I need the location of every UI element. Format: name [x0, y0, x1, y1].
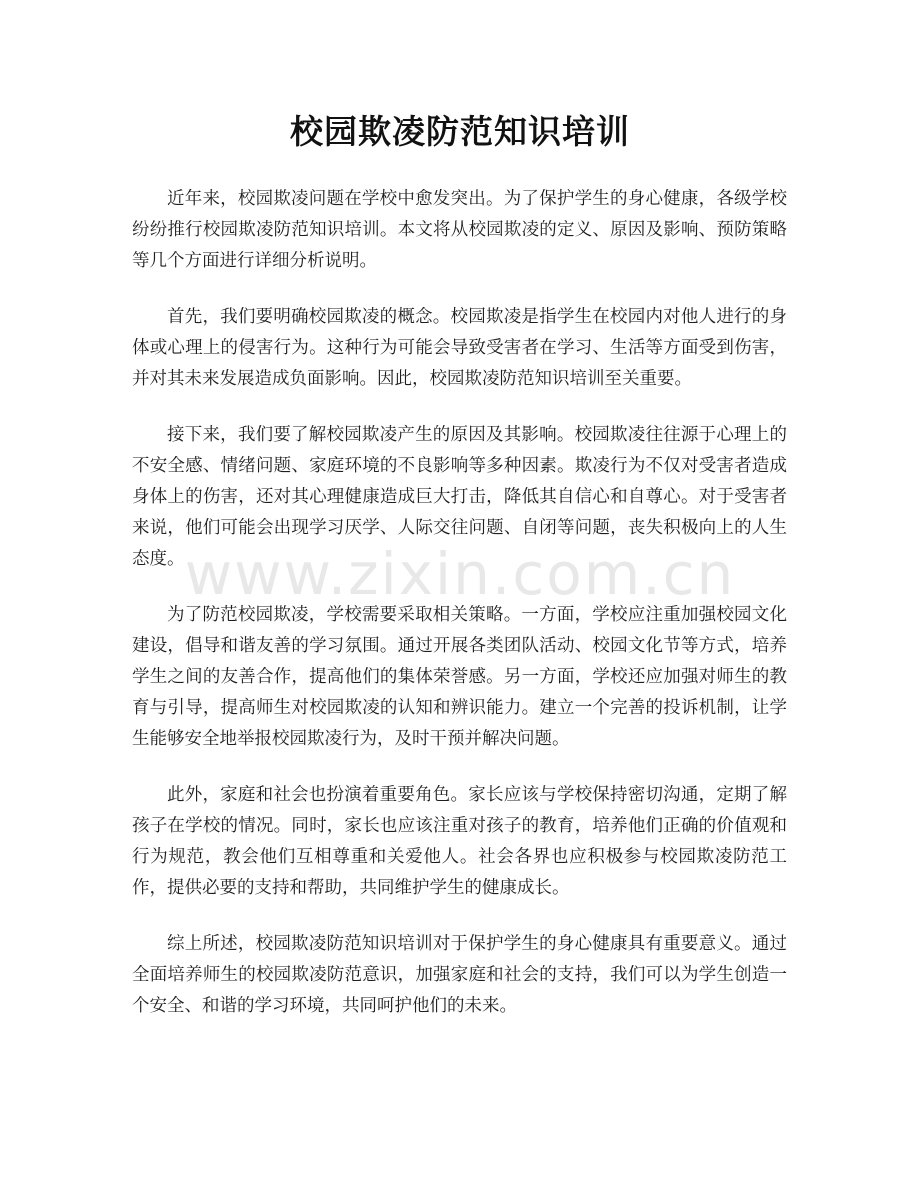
document-title: 校园欺凌防范知识培训: [290, 112, 630, 151]
document-body: [132, 184, 787, 1047]
watermark: www.zixin.com.cn: [184, 540, 736, 608]
paragraph-intro: 近年来，校园欺凌问题在学校中愈发突出。为了保护学生的身心健康，各级学校纷纷推行校园欺凌防范知识培训。本文将从校园欺凌的定义、原因及影响、预防策略等几个方面进行详细分析说明。: [132, 189, 787, 271]
paragraph-definition: 首先，我们要明确校园欺凌的概念。校园欺凌是指学生在校园内对他人进行的身体或心理上的侵害行为。这种行为可能会导致受害者在学习、生活等方面受到伤害，并对其未来发展造成负面影响。因此，校园欺凌防范知识培训至关重要。: [132, 307, 787, 389]
paragraph-conclusion: 综上所述，校园欺凌防范知识培训对于保护学生的身心健康具有重要意义。通过全面培养师生的校园欺凌防范意识，加强家庭和社会的支持，我们可以为学生创造一个安全、和谐的学习环境，共同呵护他们的未来。: [132, 934, 787, 1016]
paragraph-school-strategies: 为了防范校园欺凌，学校需要采取相关策略。一方面，学校应注重加强校园文化建设，倡导和谐友善的学习氛围。通过开展各类团队活动、校园文化节等方式，培养学生之间的友善合作，提高他们的集体荣誉感。另一方面，学校还应加强对师生的教育与引导，提高师生对校园欺凌的认知和辨识能力。建立一个完善的投诉机制，让学生能够安全地举报校园欺凌行为，及时干预并解决问题。: [132, 605, 787, 749]
paragraph-family-society: 此外，家庭和社会也扮演着重要角色。家长应该与学校保持密切沟通，定期了解孩子在学校的情况。同时，家长也应该注重对孩子的教育，培养他们正确的价值观和行为规范，教会他们互相尊重和关爱他人。社会各界也应积极参与校园欺凌防范工作，提供必要的支持和帮助，共同维护学生的健康成长。: [132, 785, 787, 898]
paragraph-causes-effects: 接下来，我们要了解校园欺凌产生的原因及其影响。校园欺凌往往源于心理上的不安全感、情绪问题、家庭环境的不良影响等多种因素。欺凌行为不仅对受害者造成身体上的伤害，还对其心理健康造成巨大打击，降低其自信心和自尊心。对于受害者来说，他们可能会出现学习厌学、人际交往问题、自闭等问题，丧失积极向上的人生态度。: [132, 425, 787, 569]
